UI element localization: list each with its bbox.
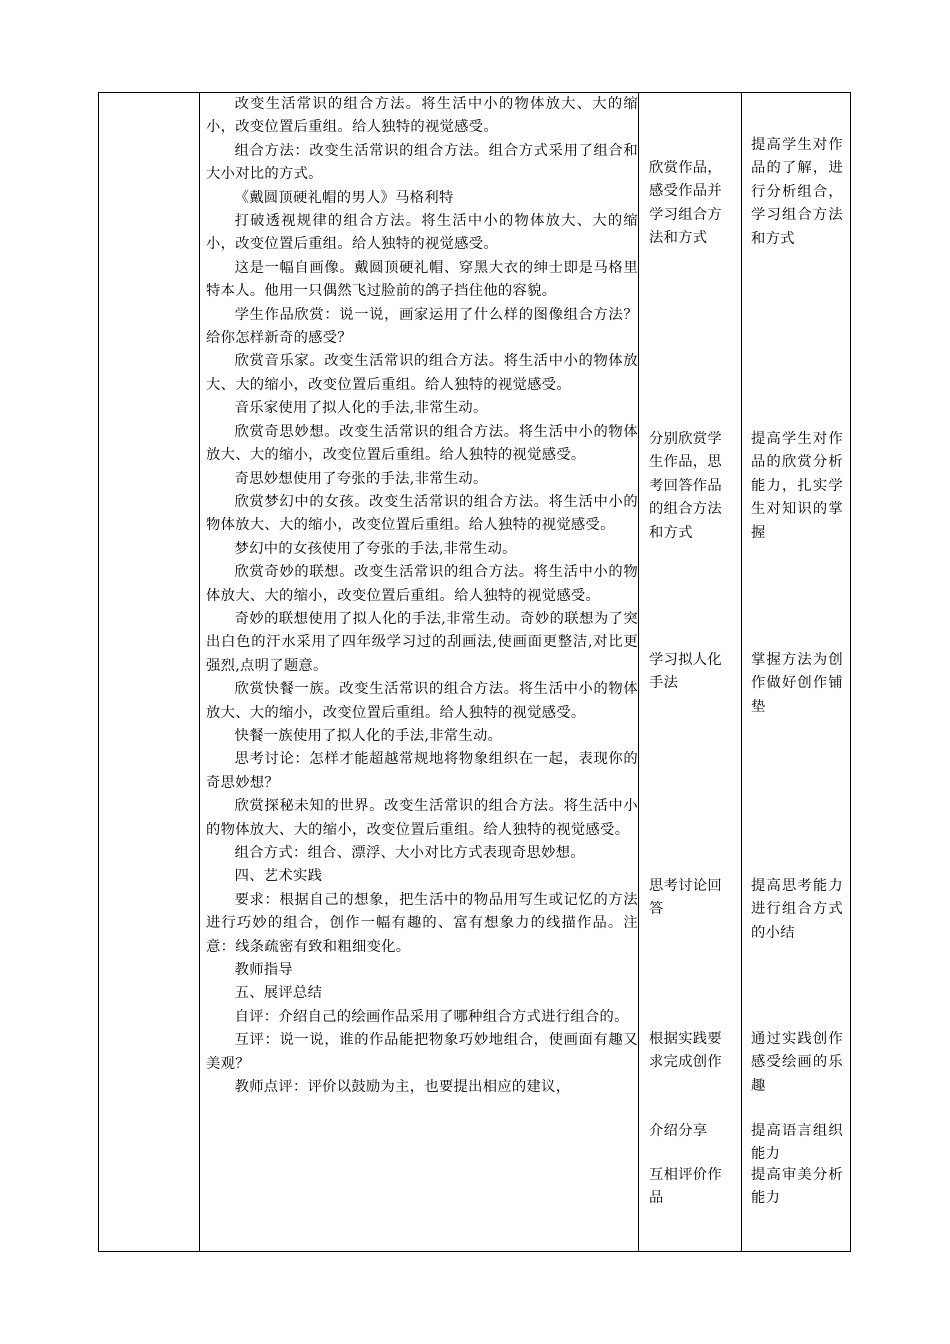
- design-intent: 提高审美分析能力: [751, 1167, 843, 1207]
- process-paragraph: 自评：介绍自己的绘画作品采用了哪种组合方式进行组合的。: [234, 1008, 629, 1025]
- process-paragraph: 欣赏快餐一族。改变生活常识的组合方法。将生活中小的物体放大、大的缩小，改变位置后重组。给人独特的视觉感受。: [206, 681, 638, 721]
- process-paragraph: 快餐一族使用了拟人化的手法,非常生动。: [234, 727, 503, 744]
- design-intent: 掌握方法为创作做好创作铺垫: [751, 652, 843, 715]
- student-activity: 根据实践要求完成创作: [649, 1031, 722, 1071]
- design-intent-column: [751, 93, 843, 1251]
- process-paragraph: 欣赏音乐家。改变生活常识的组合方法。将生活中小的物体放大、大的缩小，改变位置后重组。给人独特的视觉感受。: [206, 353, 638, 393]
- design-intent: 提高语言组织能力: [751, 1123, 843, 1163]
- student-activity-column: [649, 93, 733, 1251]
- student-activity: 互相评价作品: [649, 1167, 722, 1207]
- process-paragraph: 这是一幅自画像。戴圆顶硬礼帽、穿黑大衣的绅士即是马格里特本人。他用一只偶然飞过脸前的鸽子挡住他的容貌。: [206, 259, 638, 300]
- design-intent: 提高学生对作品的欣赏分析能力，扎实学生对知识的掌握: [751, 431, 843, 541]
- student-activity: 介绍分享: [649, 1123, 708, 1139]
- design-intent: 提高学生对作品的了解，进行分析组合，学习组合方法和方式: [751, 137, 843, 247]
- process-paragraph: 思考讨论：怎样才能超越常规地将物象组织在一起，表现你的奇思妙想？: [206, 751, 638, 791]
- stage-column: [99, 93, 199, 1251]
- process-paragraph: 欣赏梦幻中的女孩。改变生活常识的组合方法。将生活中小的物体放大、大的缩小，改变位置后重组。给人独特的视觉感受。: [206, 493, 638, 534]
- student-activity: 学习拟人化手法: [649, 652, 722, 692]
- process-paragraph: 奇妙的联想使用了拟人化的手法,非常生动。奇妙的联想为了突出白色的汗水采用了四年级学习过的刮画法,使画面更整洁,对比更强烈,点明了题意。: [206, 610, 638, 674]
- column-divider: [741, 93, 742, 1251]
- process-paragraph: 改变生活常识的组合方法。将生活中小的物体放大、大的缩小，改变位置后重组。给人独特的视觉感受。: [206, 96, 638, 136]
- student-activity: 欣赏作品，感受作品并学习组合方法和方式: [649, 160, 722, 247]
- section-heading: 四、艺术实践: [234, 868, 323, 885]
- process-paragraph: 学生作品欣赏：说一说，画家运用了什么样的图像组合方法？给你怎样新奇的感受？: [206, 306, 638, 347]
- process-paragraph: 梦幻中的女孩使用了夸张的手法,非常生动。: [234, 540, 517, 557]
- process-paragraph: 欣赏奇思妙想。改变生活常识的组合方法。将生活中小的物体放大、大的缩小，改变位置后重组。给人独特的视觉感受。: [206, 423, 638, 464]
- column-divider: [638, 93, 639, 1251]
- process-paragraph: 《戴圆顶硬礼帽的男人》马格利特: [234, 189, 454, 206]
- section-heading: 五、展评总结: [234, 985, 323, 1002]
- process-paragraph: 欣赏探秘未知的世界。改变生活常识的组合方法。将生活中小的物体放大、大的缩小，改变位置后重组。给人独特的视觉感受。: [206, 798, 638, 838]
- process-paragraph: 互评：说一说，谁的作品能把物象巧妙地组合，使画面有趣又美观？: [206, 1032, 638, 1072]
- student-activity: 分别欣赏学生作品，思考回答作品的组合方法和方式: [649, 431, 722, 541]
- design-intent: 提高思考能力进行组合方式的小结: [751, 878, 843, 941]
- process-paragraph: 奇思妙想使用了夸张的手法,非常生动。: [234, 470, 488, 487]
- process-paragraph: 组合方式：组合、漂浮、大小对比方式表现奇思妙想。: [234, 845, 585, 861]
- process-paragraph: 打破透视规律的组合方法。将生活中小的物体放大、大的缩小，改变位置后重组。给人独特的视觉感受。: [206, 213, 638, 253]
- process-paragraph: 音乐家使用了拟人化的手法,非常生动。: [234, 400, 488, 417]
- student-activity: 思考讨论回答: [649, 878, 722, 918]
- process-paragraph: 教师点评：评价以鼓励为主，也要提出相应的建议，: [234, 1079, 571, 1096]
- process-paragraph: 要求：根据自己的想象，把生活中的物品用写生或记忆的方法进行巧妙的组合，创作一幅有趣的、富有想象力的线描作品。注意：线条疏密有致和粗细变化。: [206, 891, 638, 955]
- lesson-plan-table: [98, 92, 851, 1252]
- process-paragraph: 组合方法：改变生活常识的组合方法。组合方式采用了组合和大小对比的方式。: [206, 142, 638, 183]
- teaching-process-column: [200, 93, 638, 1099]
- process-paragraph: 欣赏奇妙的联想。改变生活常识的组合方法。将生活中小的物体放大、大的缩小，改变位置后重组。给人独特的视觉感受。: [206, 564, 638, 604]
- process-paragraph: 教师指导: [234, 962, 293, 979]
- design-intent: 通过实践创作感受绘画的乐趣: [751, 1031, 843, 1094]
